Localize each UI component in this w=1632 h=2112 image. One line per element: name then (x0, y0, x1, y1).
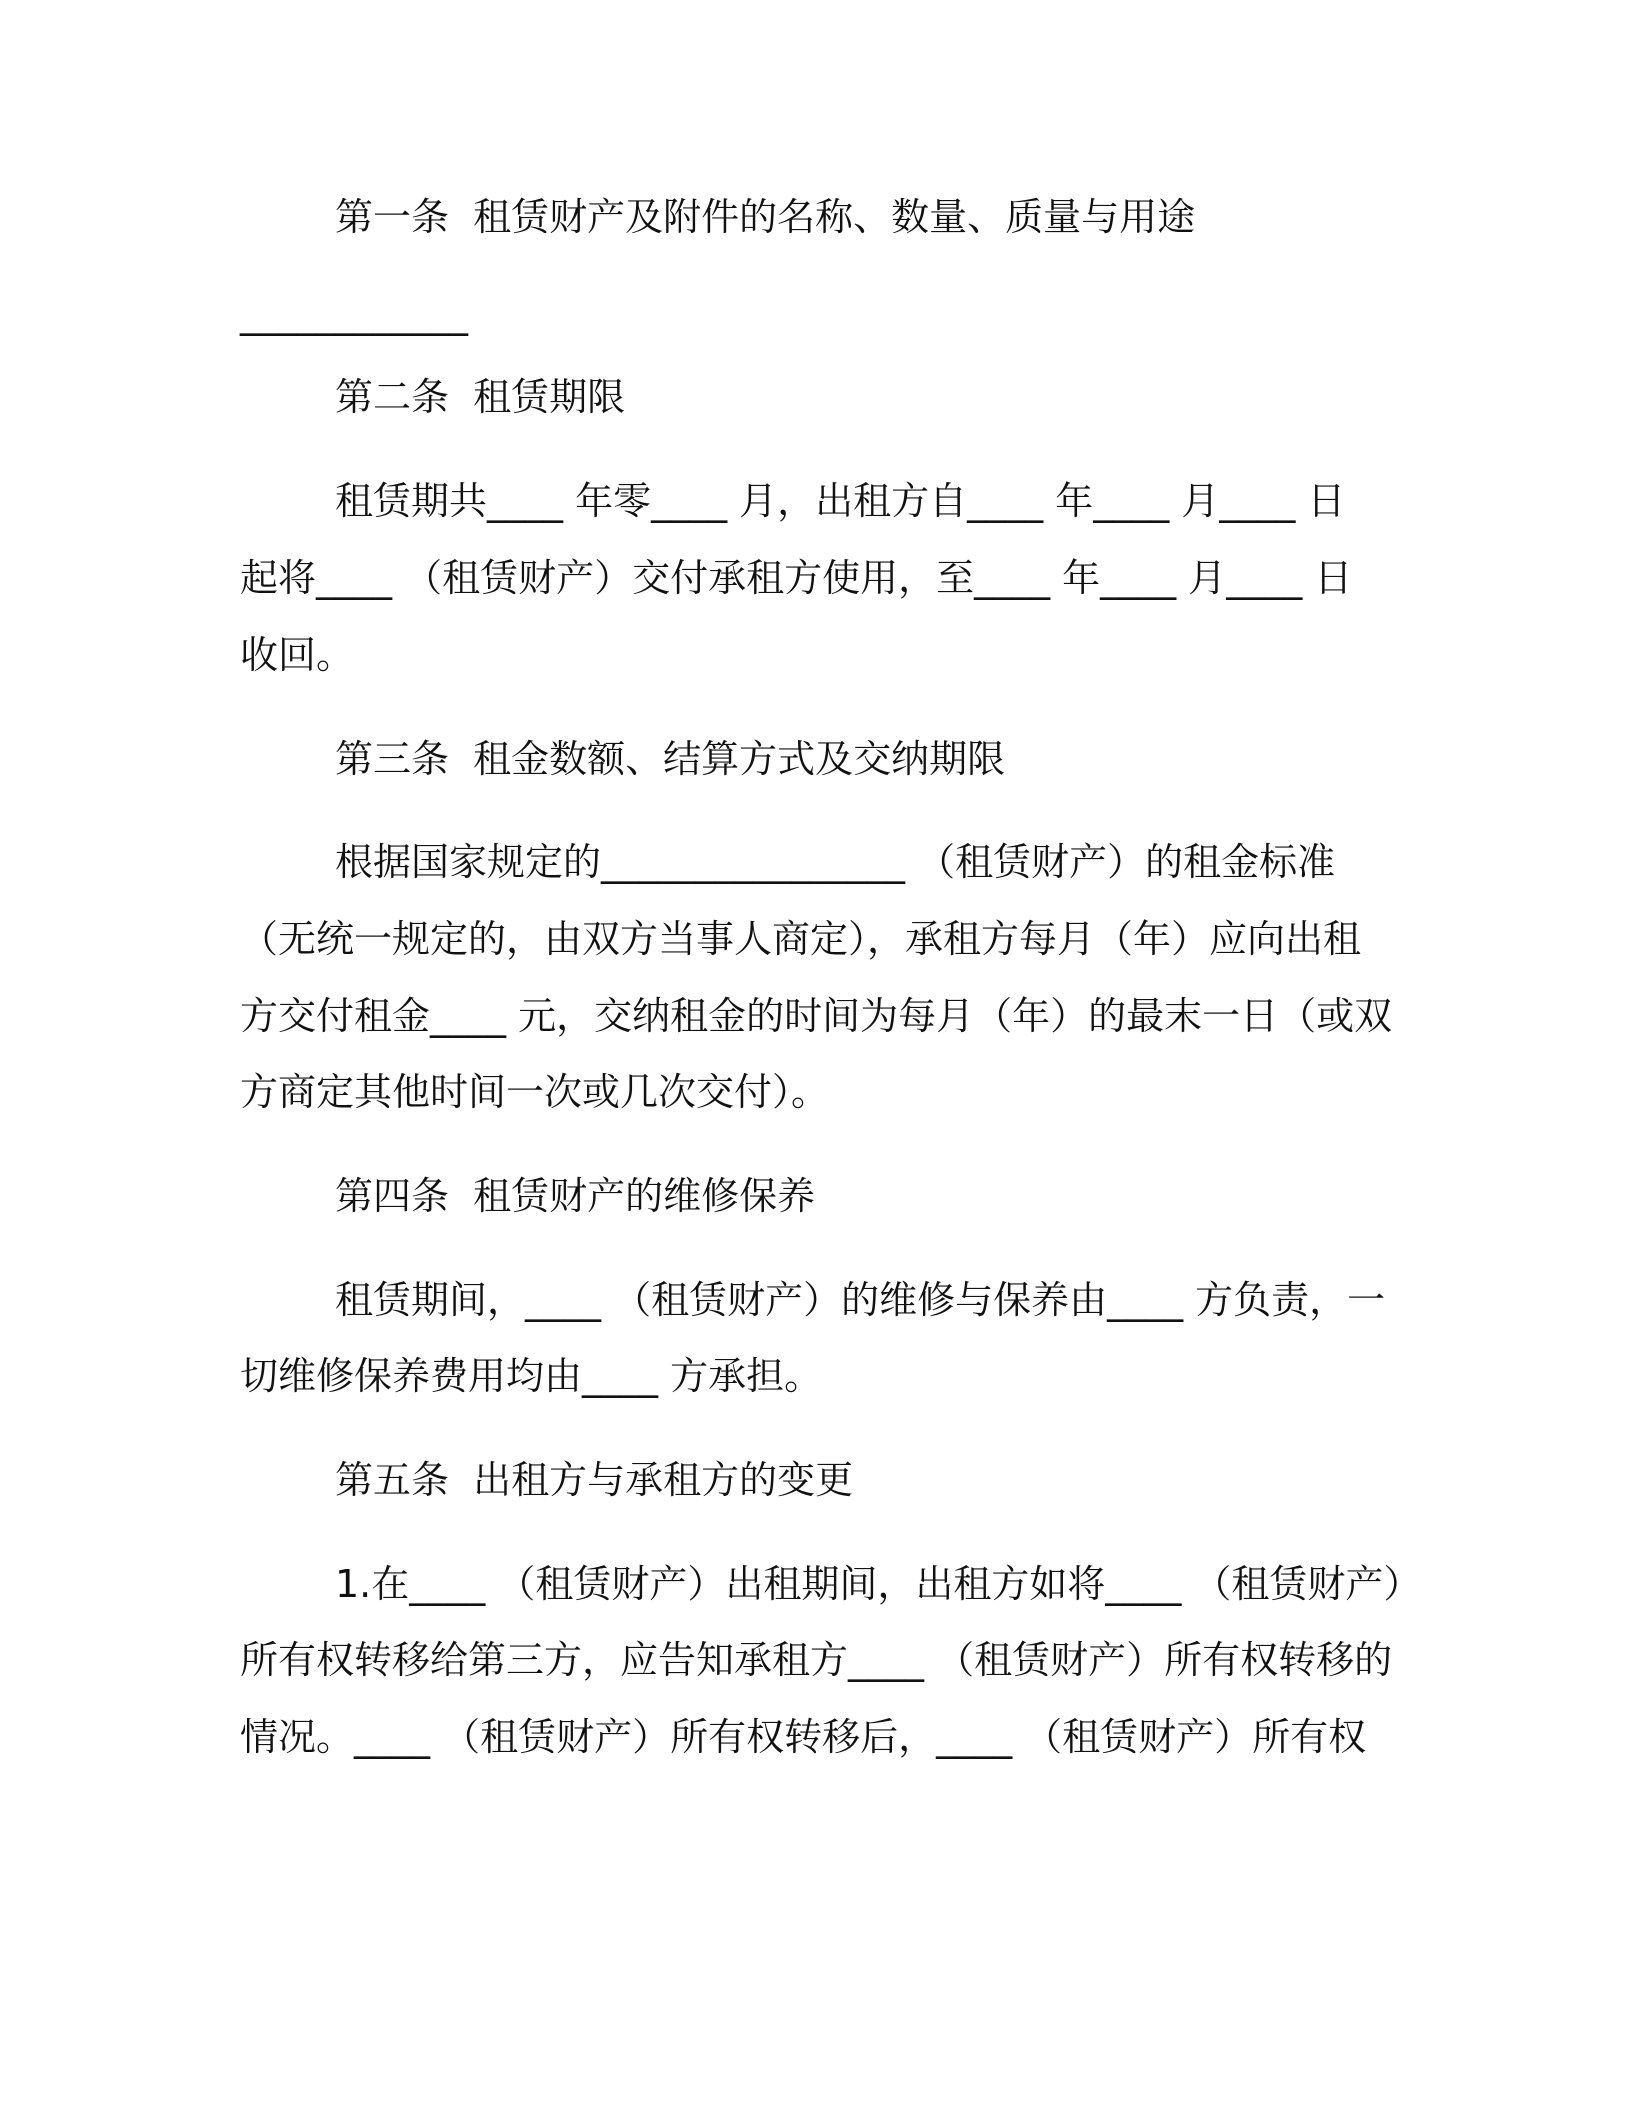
article-2-text-line-1: 租赁期共____ 年零____ 月，出租方自____ 年____ 月____ 日 (335, 479, 1346, 523)
article-3-text-line-4: 方商定其他时间一次或几次交付）。 (240, 1070, 830, 1114)
article-4-text-line-2: 切维修保养费用均由____ 方承担。 (240, 1354, 823, 1398)
article-5-text-line-1: 1.在____ （租赁财产）出租期间，出租方如将____ （租赁财产） (335, 1562, 1422, 1606)
article-2-heading: 第二条 租赁期限 (335, 375, 626, 419)
article-5-text-line-3: 情况。____ （租赁财产）所有权转移后，____ （租赁财产）所有权 (240, 1715, 1367, 1759)
article-5-text-line-2: 所有权转移给第三方，应告知承租方____ （租赁财产）所有权转移的 (240, 1638, 1393, 1682)
article-3-text-line-1: 根据国家规定的________________ （租赁财产）的租金标准 (335, 840, 1336, 884)
article-2-text-line-3: 收回。 (240, 633, 355, 677)
article-3-text-line-3: 方交付租金____ 元，交纳租金的时间为每月（年）的最末一日（或双 (240, 994, 1393, 1038)
article-1-blank: ____________ (240, 292, 468, 336)
article-5-heading: 第五条 出租方与承租方的变更 (335, 1458, 854, 1502)
article-4-text-line-1: 租赁期间，____ （租赁财产）的维修与保养由____ 方负责，一 (335, 1278, 1386, 1322)
article-3-text-line-2: （无统一规定的，由双方当事人商定），承租方每月（年）应向出租 (240, 917, 1362, 961)
article-4-heading: 第四条 租赁财产的维修保养 (335, 1174, 816, 1218)
article-3-heading: 第三条 租金数额、结算方式及交纳期限 (335, 737, 1006, 781)
article-1-heading: 第一条 租赁财产及附件的名称、数量、质量与用途 (335, 195, 1196, 239)
article-2-text-line-2: 起将____ （租赁财产）交付承租方使用，至____ 年____ 月____ 日 (240, 556, 1353, 600)
